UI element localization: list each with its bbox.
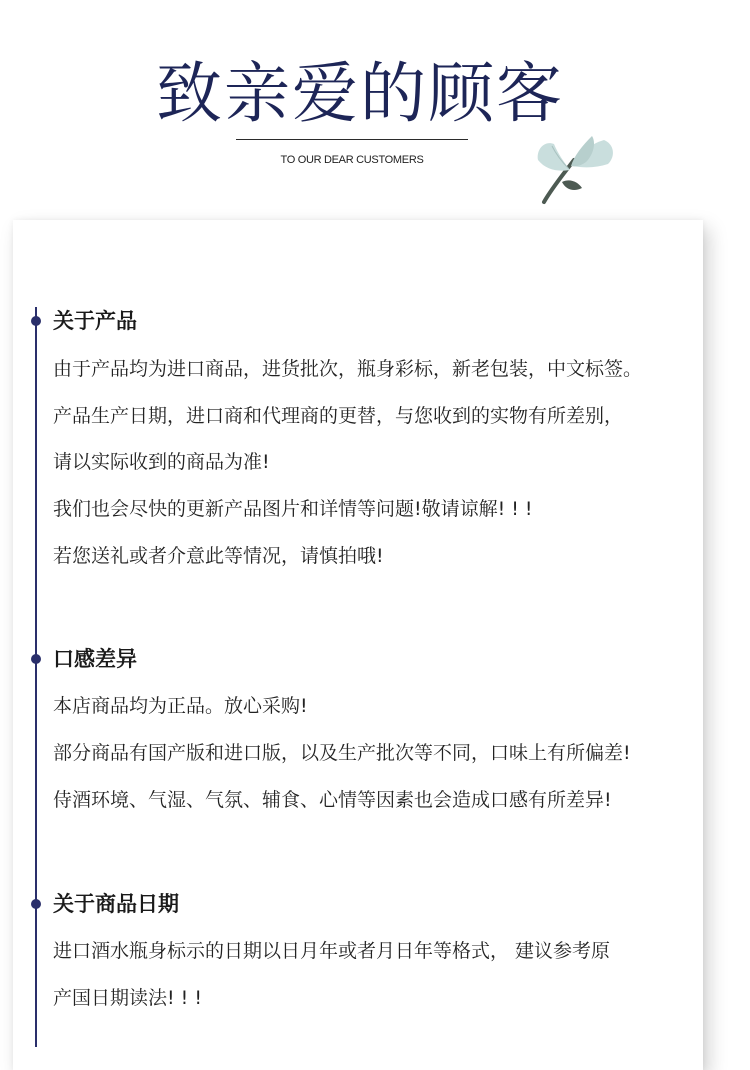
paragraph-line: 我们也会尽快的更新产品图片和详情等问题!敬请谅解! ! ! [53,498,533,520]
timeline-dot [31,316,41,326]
timeline-dot [31,899,41,909]
paragraph-line: 产品生产日期，进口商和代理商的更替，与您收到的实物有所差别， [53,405,624,427]
paragraph-line: 由于产品均为进口商品，进货批次，瓶身彩标，新老包装，中文标签。 [53,358,643,380]
paragraph-line: 部分商品有国产版和进口版，以及生产批次等不同，口味上有所偏差! [53,742,631,764]
page-title: 致亲爱的顾客 [156,55,564,132]
flower-icon [522,126,622,208]
section-heading: 关于商品日期 [53,892,179,916]
paragraph-line: 产国日期读法! ! ! [53,987,202,1009]
page-subtitle: TO OUR DEAR CUSTOMERS [280,154,424,166]
paragraph-line: 若您送礼或者介意此等情况，请慎拍哦! [53,545,384,567]
timeline-line [35,307,37,1047]
page-header [0,0,750,215]
title-divider [236,139,468,140]
paragraph-line: 侍酒环境、气湿、气氛、辅食、心情等因素也会造成口感有所差异! [53,789,612,811]
timeline-dot [31,654,41,664]
paragraph-line: 请以实际收到的商品为准! [53,451,270,473]
paragraph-line: 进口酒水瓶身标示的日期以日月年或者月日年等格式， 建议参考原 [53,940,611,962]
section-heading: 口感差异 [53,647,137,671]
paragraph-line: 本店商品均为正品。放心采购! [53,695,308,717]
section-heading: 关于产品 [53,309,137,333]
